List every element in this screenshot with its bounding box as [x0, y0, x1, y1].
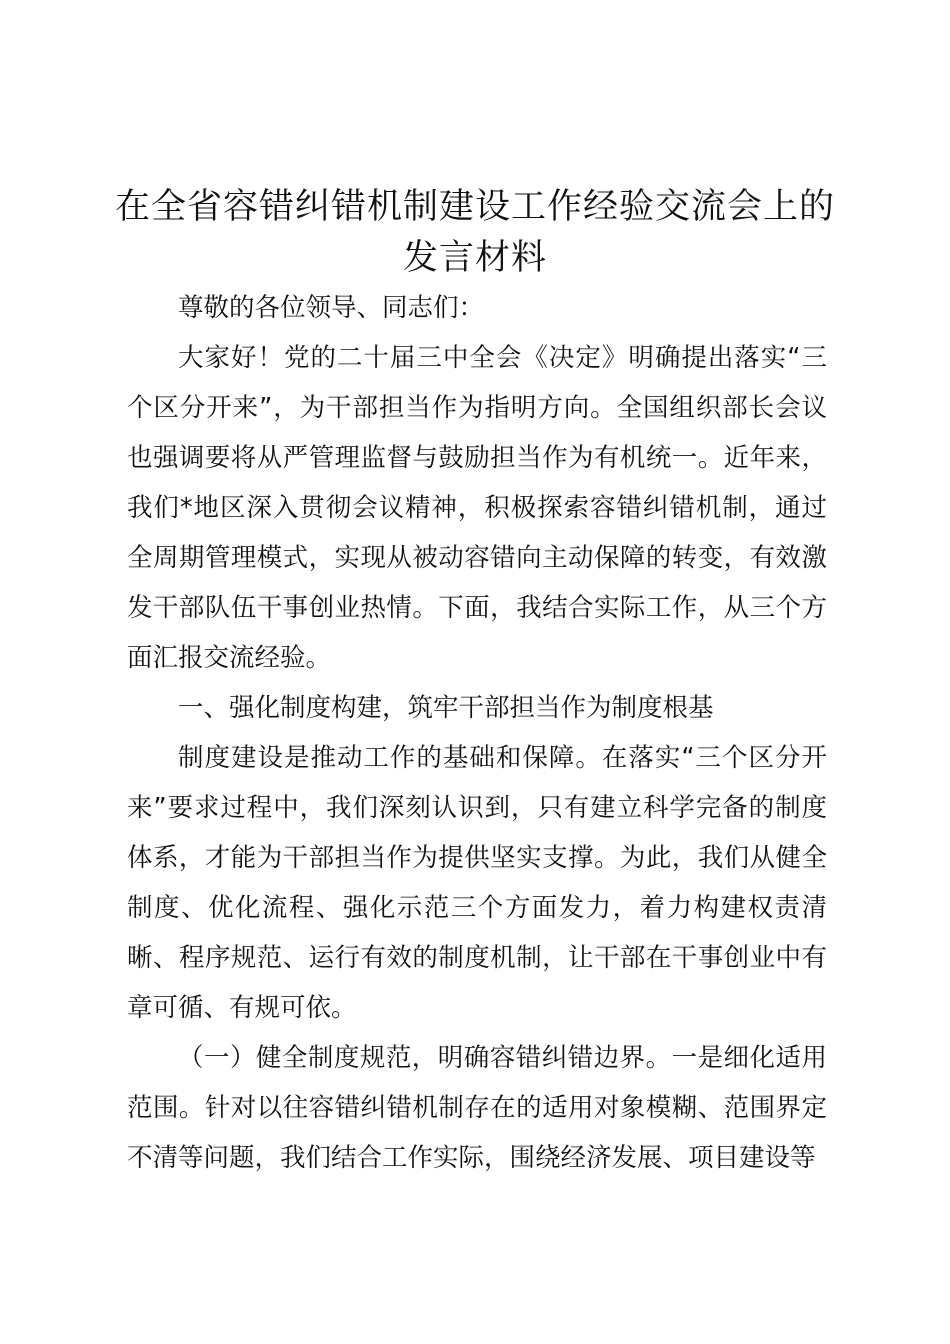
paragraph-subsection-1: （一）健全制度规范，明确容错纠错边界。一是细化适用范围。针对以往容错纠错机制存在的适用对象模糊、范围界定不清等问题，我们结合工作实际，围绕经济发展、项目建设等	[127, 1043, 827, 1173]
paragraph-institution-building: 制度建设是推动工作的基础和保障。在落实“三个区分开来”要求过程中，我们深刻认识到，只有建立科学完备的制度体系，才能为干部担当作为提供坚实支撑。为此，我们从健全制度、优化流程、强化示范三个方面发力，着力构建权责清晰、程序规范、运行有效的制度机制，让干部在干事创业中有章可循、有规可依。	[127, 743, 827, 1023]
salutation: 尊敬的各位领导、同志们：	[178, 293, 485, 323]
section-heading-1: 一、强化制度构建，筑牢干部担当作为制度根基	[178, 693, 714, 723]
paragraph-opening: 大家好！党的二十届三中全会《决定》明确提出落实“三个区分开来”，为干部担当作为指明方向。全国组织部长会议也强调要将从严管理监督与鼓励担当作为有机统一。近年来，我们*地区深入贯彻会议精神，积极探索容错纠错机制，通过全周期管理模式，实现从被动容错向主动保障的转变，有效激发干部队伍干事创业热情。下面，我结合实际工作，从三个方面汇报交流经验。	[127, 343, 827, 673]
document-title-line-1: 在全省容错纠错机制建设工作经验交流会上的	[114, 187, 835, 227]
document-title-line-2: 发言材料	[402, 238, 547, 278]
